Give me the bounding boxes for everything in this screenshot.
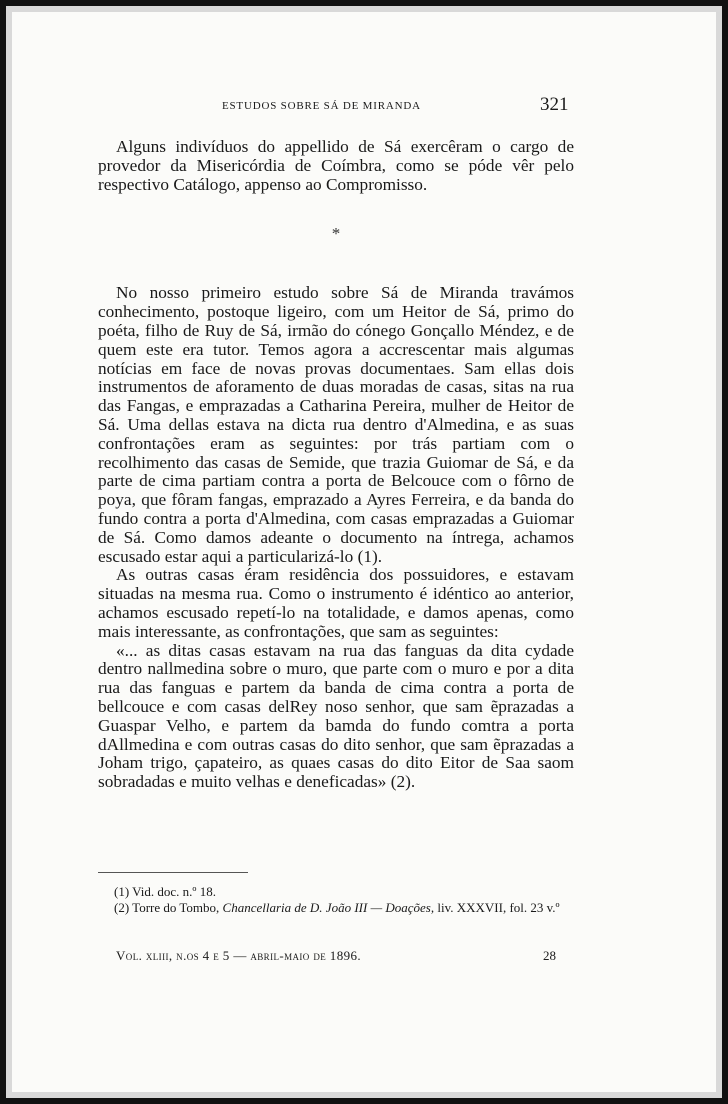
page-body xyxy=(98,138,574,792)
footnote-rule xyxy=(98,872,248,873)
page-paper xyxy=(12,12,716,1092)
quoted-document: «... as ditas casas estavam na rua das fanguas da dita cydade dentro nallmedina sobre o muro, que parte com o muro e por a dita rua das fanguas e partem da banda de cima contra a porta de bellcouce e com casas delRey noso senhor, que sam ẽprazadas a Guaspar Velho, e partem da bamda do fundo comtra a porta dAllmedina e com outras casas do dito senhor, que sam ẽprazadas a Joham trigo, çapateiro, as quaes casas do dito Eitor de Saa saom sobradadas e muito velhas e deneficadas» (2). xyxy=(98,640,574,792)
section-separator: * xyxy=(331,224,341,244)
running-head: ESTUDOS SOBRE SÁ DE MIRANDA xyxy=(222,100,421,112)
volume-line: Vol. xliii, n.os 4 e 5 — abril-maio de 1896. xyxy=(116,948,362,963)
document-page xyxy=(12,12,728,1104)
paragraph-3: As outras casas éram residência dos possuidores, e estavam situadas na mesma rua. Como o instrumento é idéntico ao anterior, achamos escusado repetí-lo na totalidade, e damos apenas, como mais interessante, as confrontações, que sam as seguintes: xyxy=(98,565,574,641)
sheet-signature: 28 xyxy=(543,948,556,963)
paragraph-1: Alguns indivíduos do appellido de Sá exercêram o cargo de provedor da Misericórdia de Coímbra, como se póde vêr pelo respectivo Catálogo, appenso ao Compromisso. xyxy=(98,137,574,194)
footnote-2-prefix: (2) Torre do Tombo, xyxy=(114,900,223,915)
page-number: 321 xyxy=(540,94,569,115)
footnote-2-suffix: liv. XXXVII, fol. 23 v.º xyxy=(434,900,560,915)
paragraph-2: No nosso primeiro estudo sobre Sá de Miranda travámos conhecimento, postoque ligeiro, com um Heitor de Sá, primo do poéta, filho de Ruy de Sá, irmão do cónego Gonçallo Méndez, e de quem este era tutor. Temos agora a accrescentar mais algumas notícias em face de novas provas documentaes. Sam ellas dois instrumentos de aforamento de duas moradas de casas, sitas na rua das Fangas, e emprazadas a Catharina Pereira, mulher de Heitor de Sá. Uma dellas estava na dicta rua dentro d'Almedina, e as suas confrontações eram as seguintes: por trás partiam com o recolhimento das casas de Semide, que trazia Guiomar de Sá, e da parte de cima partiam contra a porta de Belcouce com o fôrno de poya, que fôram fangas, emprazado a Ayres Ferreira, e da banda do fundo contra a porta d'Almedina, com casas emprazadas a Guiomar de Sá. Como damos adeante o documento na íntrega, achamos escusado estar aqui a particularizá-lo (1). xyxy=(98,283,574,566)
footnote-1: (1) Vid. doc. n.º 18. xyxy=(114,884,216,899)
footnote-2-title: Chancellaria de D. João III — Doações, xyxy=(222,900,435,915)
footnote-2 xyxy=(98,900,574,916)
footnotes xyxy=(98,884,574,916)
